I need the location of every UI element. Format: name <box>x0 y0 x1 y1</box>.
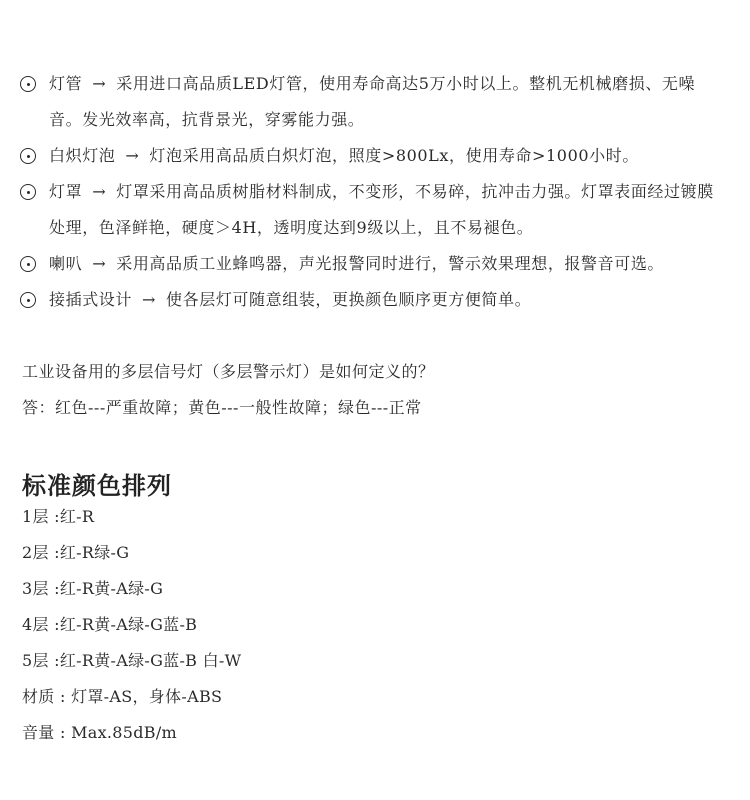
feature-list <box>20 66 720 318</box>
feature-desc: 灯泡采用高品质白炽灯泡，照度>800Lx，使用寿命>1000小时。 <box>149 146 639 165</box>
qa-section <box>22 354 722 426</box>
feature-item <box>20 246 720 282</box>
feature-text <box>49 66 720 138</box>
section-title: 标准颜色排列 <box>22 472 172 500</box>
circle-bullet-icon <box>20 256 36 272</box>
arrow-icon: → <box>92 254 107 273</box>
feature-desc: 采用进口高品质LED灯管，使用寿命高达5万小时以上。整机无机械磨损、无噪音。发光效率高，抗背景光，穿雾能力强。 <box>49 74 696 129</box>
feature-name: 灯罩 <box>49 182 83 201</box>
qa-answer: 答：红色---严重故障；黄色---一般性故障；绿色---正常 <box>22 398 422 417</box>
feature-name: 灯管 <box>49 74 83 93</box>
arrow-icon: → <box>92 74 107 93</box>
feature-desc: 采用高品质工业蜂鸣器，声光报警同时进行，警示效果理想，报警音可选。 <box>116 254 665 273</box>
arrow-icon: → <box>142 290 157 309</box>
circle-bullet-icon <box>20 184 36 200</box>
circle-bullet-icon <box>20 292 36 308</box>
spec-row: 4层 :红-R黄-A绿-G蓝-B <box>22 615 198 634</box>
feature-item <box>20 282 720 318</box>
feature-desc: 使各层灯可随意组装，更换颜色顺序更方便简单。 <box>166 290 532 309</box>
feature-name: 接插式设计 <box>49 290 133 309</box>
material-row: 材质 : 灯罩-AS，身体-ABS <box>22 687 223 706</box>
arrow-icon: → <box>92 182 107 201</box>
feature-name: 白炽灯泡 <box>49 146 116 165</box>
arrow-icon: → <box>125 146 140 165</box>
feature-item <box>20 138 720 174</box>
feature-text <box>49 174 720 246</box>
volume-row: 音量 : Max.85dB/m <box>22 723 178 742</box>
feature-text <box>49 282 720 318</box>
feature-item <box>20 174 720 246</box>
feature-text <box>49 246 720 282</box>
spec-row: 2层 :红-R绿-G <box>22 543 130 562</box>
circle-bullet-icon <box>20 148 36 164</box>
circle-bullet-icon <box>20 76 36 92</box>
feature-item <box>20 66 720 138</box>
spec-row: 5层 :红-R黄-A绿-G蓝-B 白-W <box>22 651 242 670</box>
qa-question: 工业设备用的多层信号灯（多层警示灯）是如何定义的？ <box>22 362 435 381</box>
spec-list <box>22 499 722 751</box>
spec-row: 1层 :红-R <box>22 507 95 526</box>
feature-name: 喇叭 <box>49 254 83 273</box>
feature-text <box>49 138 720 174</box>
spec-row: 3层 :红-R黄-A绿-G <box>22 579 164 598</box>
feature-desc: 灯罩采用高品质树脂材料制成，不变形，不易碎，抗冲击力强。灯罩表面经过镀膜处理，色泽鲜艳，硬度＞4H，透明度达到9级以上，且不易褪色。 <box>49 182 714 237</box>
